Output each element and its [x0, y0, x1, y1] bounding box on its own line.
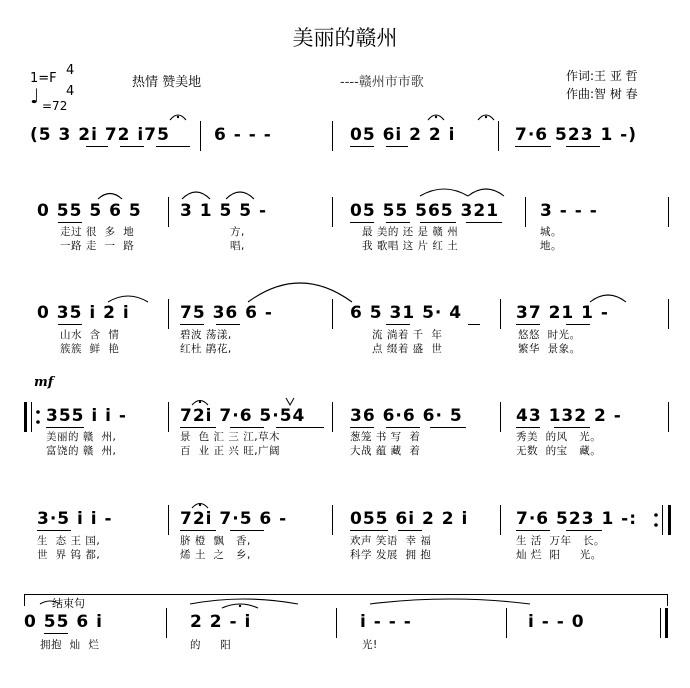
repeat-dot	[36, 420, 40, 424]
song-title: 美丽的赣州	[292, 26, 398, 50]
lyric-line: 一路 走 一 路	[60, 240, 135, 252]
slur	[248, 283, 352, 302]
composer-credit: 作曲:智 树 春	[566, 87, 638, 101]
measure-notes: 355 i i -	[46, 406, 127, 426]
lyric-line: 灿 烂 阳 光。	[516, 549, 602, 561]
lyric-line: 唱,	[230, 240, 245, 252]
fermata-dot	[435, 116, 437, 118]
slur	[590, 295, 626, 302]
lyric-line: 悠悠 时光。	[518, 329, 581, 341]
repeat-dot	[36, 410, 40, 414]
measure-notes: 7·6 523 1 -:	[516, 509, 638, 529]
lyric-line: 走过 很 多 地	[60, 226, 135, 238]
fermata-dot	[239, 605, 241, 607]
measure-notes: 0 55 5 6 5	[37, 201, 142, 221]
lyricist-credit: 作词:王 亚 哲	[566, 69, 638, 83]
measure-notes: 6 - - -	[214, 125, 272, 145]
measure-notes: 6 5 31 5· 4	[350, 303, 463, 323]
lyric-line: 红杜 鹃花,	[180, 343, 232, 355]
measure-notes: 72i 7·5 6 -	[180, 509, 288, 529]
measure-notes: 36 6·6 6· 5	[350, 406, 463, 426]
measure-notes: 75 36 6 -	[180, 303, 273, 323]
lyric-line: 葱笼 书 写 着	[350, 431, 421, 443]
measure-notes: 43 132 2 -	[516, 406, 622, 426]
lyric-line: 点 缀着 盛 世	[372, 343, 443, 355]
slur	[468, 189, 504, 196]
lyric-line: 簇簇 鲜 艳	[60, 343, 120, 355]
slur	[108, 296, 148, 302]
repeat-dot	[654, 513, 658, 517]
lyric-line: 地。	[540, 240, 562, 252]
repeat-dot	[654, 523, 658, 527]
time-signature-top: 4	[66, 63, 75, 78]
key-signature: 1=F	[30, 71, 57, 86]
lyric-line: 景 色 汇 三 江,草木	[180, 431, 281, 443]
subtitle: ----赣州市市歌	[340, 75, 424, 90]
lyric-line: 科学 发展 拥 抱	[350, 549, 432, 561]
slur	[226, 192, 254, 199]
quarter-note-icon: ♩	[30, 84, 40, 108]
fermata-dot	[177, 116, 179, 118]
tempo-marking: =72	[42, 99, 68, 113]
expression-marking: 热情 赞美地	[132, 75, 202, 90]
measure-notes: 3·5 i i -	[37, 509, 113, 529]
lyric-line: 美丽的 赣 州,	[46, 431, 117, 443]
lyric-line: 秀美 的风 光。	[516, 431, 602, 443]
time-signature-bottom: 4	[66, 84, 75, 99]
slur	[370, 599, 530, 604]
lyric-line: 生 活 万年 长。	[516, 535, 606, 547]
fermata-dot	[485, 116, 487, 118]
lyric-line: 繁华 景象。	[518, 343, 581, 355]
lyric-line: 最 美的 还 是 赣 州	[362, 226, 459, 238]
measure-notes: 05 6i 2 2 i	[350, 125, 456, 145]
measure-notes: 0 35 i 2 i	[37, 303, 130, 323]
lyric-line: 世 界 钨 都,	[37, 549, 101, 561]
lyric-line: 欢声 笑语 幸 福	[350, 535, 432, 547]
lyric-line: 大战 蕴 藏 着	[350, 445, 421, 457]
lyric-line: 脐 橙 飘 香,	[180, 535, 251, 547]
measure-notes: 0 55 6 i	[24, 612, 103, 632]
lyric-line: 流 淌着 千 年	[372, 329, 443, 341]
measure-notes: (5 3 2i 72 i75	[30, 125, 170, 145]
lyric-line: 方,	[230, 226, 245, 238]
measure-notes: 37 21 1 -	[516, 303, 609, 323]
measure-notes: 7·6 523 1 -)	[515, 125, 638, 145]
slur	[182, 192, 210, 199]
slur	[98, 194, 122, 200]
fermata-dot	[199, 504, 201, 506]
ending-label: 结束句	[52, 597, 85, 610]
lyric-line: 城。	[540, 226, 562, 238]
lyric-line: 烯 土 之 乡,	[180, 549, 251, 561]
measure-notes: 055 6i 2 2 i	[350, 509, 469, 529]
lyric-line: 富饶的 赣 州,	[46, 445, 117, 457]
lyric-line: 百 业 正 兴 旺,广阔	[180, 445, 281, 457]
measure-notes: 3 - - -	[540, 201, 598, 221]
lyric-line: 光!	[362, 639, 378, 651]
measure-notes: 3 1 5 5 -	[180, 201, 268, 221]
lyric-line: 无数 的宝 藏。	[516, 445, 602, 457]
measure-notes: 72i 7·6 5·54	[180, 406, 306, 426]
lyric-line: 碧波 荡漾,	[180, 329, 232, 341]
measure-notes: 2 2 - i	[190, 612, 252, 632]
fermata-dot	[199, 401, 201, 403]
lyric-line: 拥抱 灿 烂	[40, 639, 100, 651]
slur	[190, 599, 298, 604]
slur	[40, 601, 60, 604]
lyric-line: 生 态 王 国,	[37, 535, 101, 547]
slur	[420, 189, 468, 196]
lyric-line: 山水 含 情	[60, 329, 120, 341]
dynamics-marking: mf	[34, 375, 54, 390]
lyric-line: 我 歌唱 这 片 红 土	[362, 240, 459, 252]
lyric-line: 的 阳	[190, 639, 232, 651]
measure-notes: 05 55 565 321	[350, 201, 500, 221]
accent-mark	[286, 398, 294, 405]
measure-notes: i - - -	[360, 612, 412, 632]
measure-notes: i - - 0	[528, 612, 585, 632]
